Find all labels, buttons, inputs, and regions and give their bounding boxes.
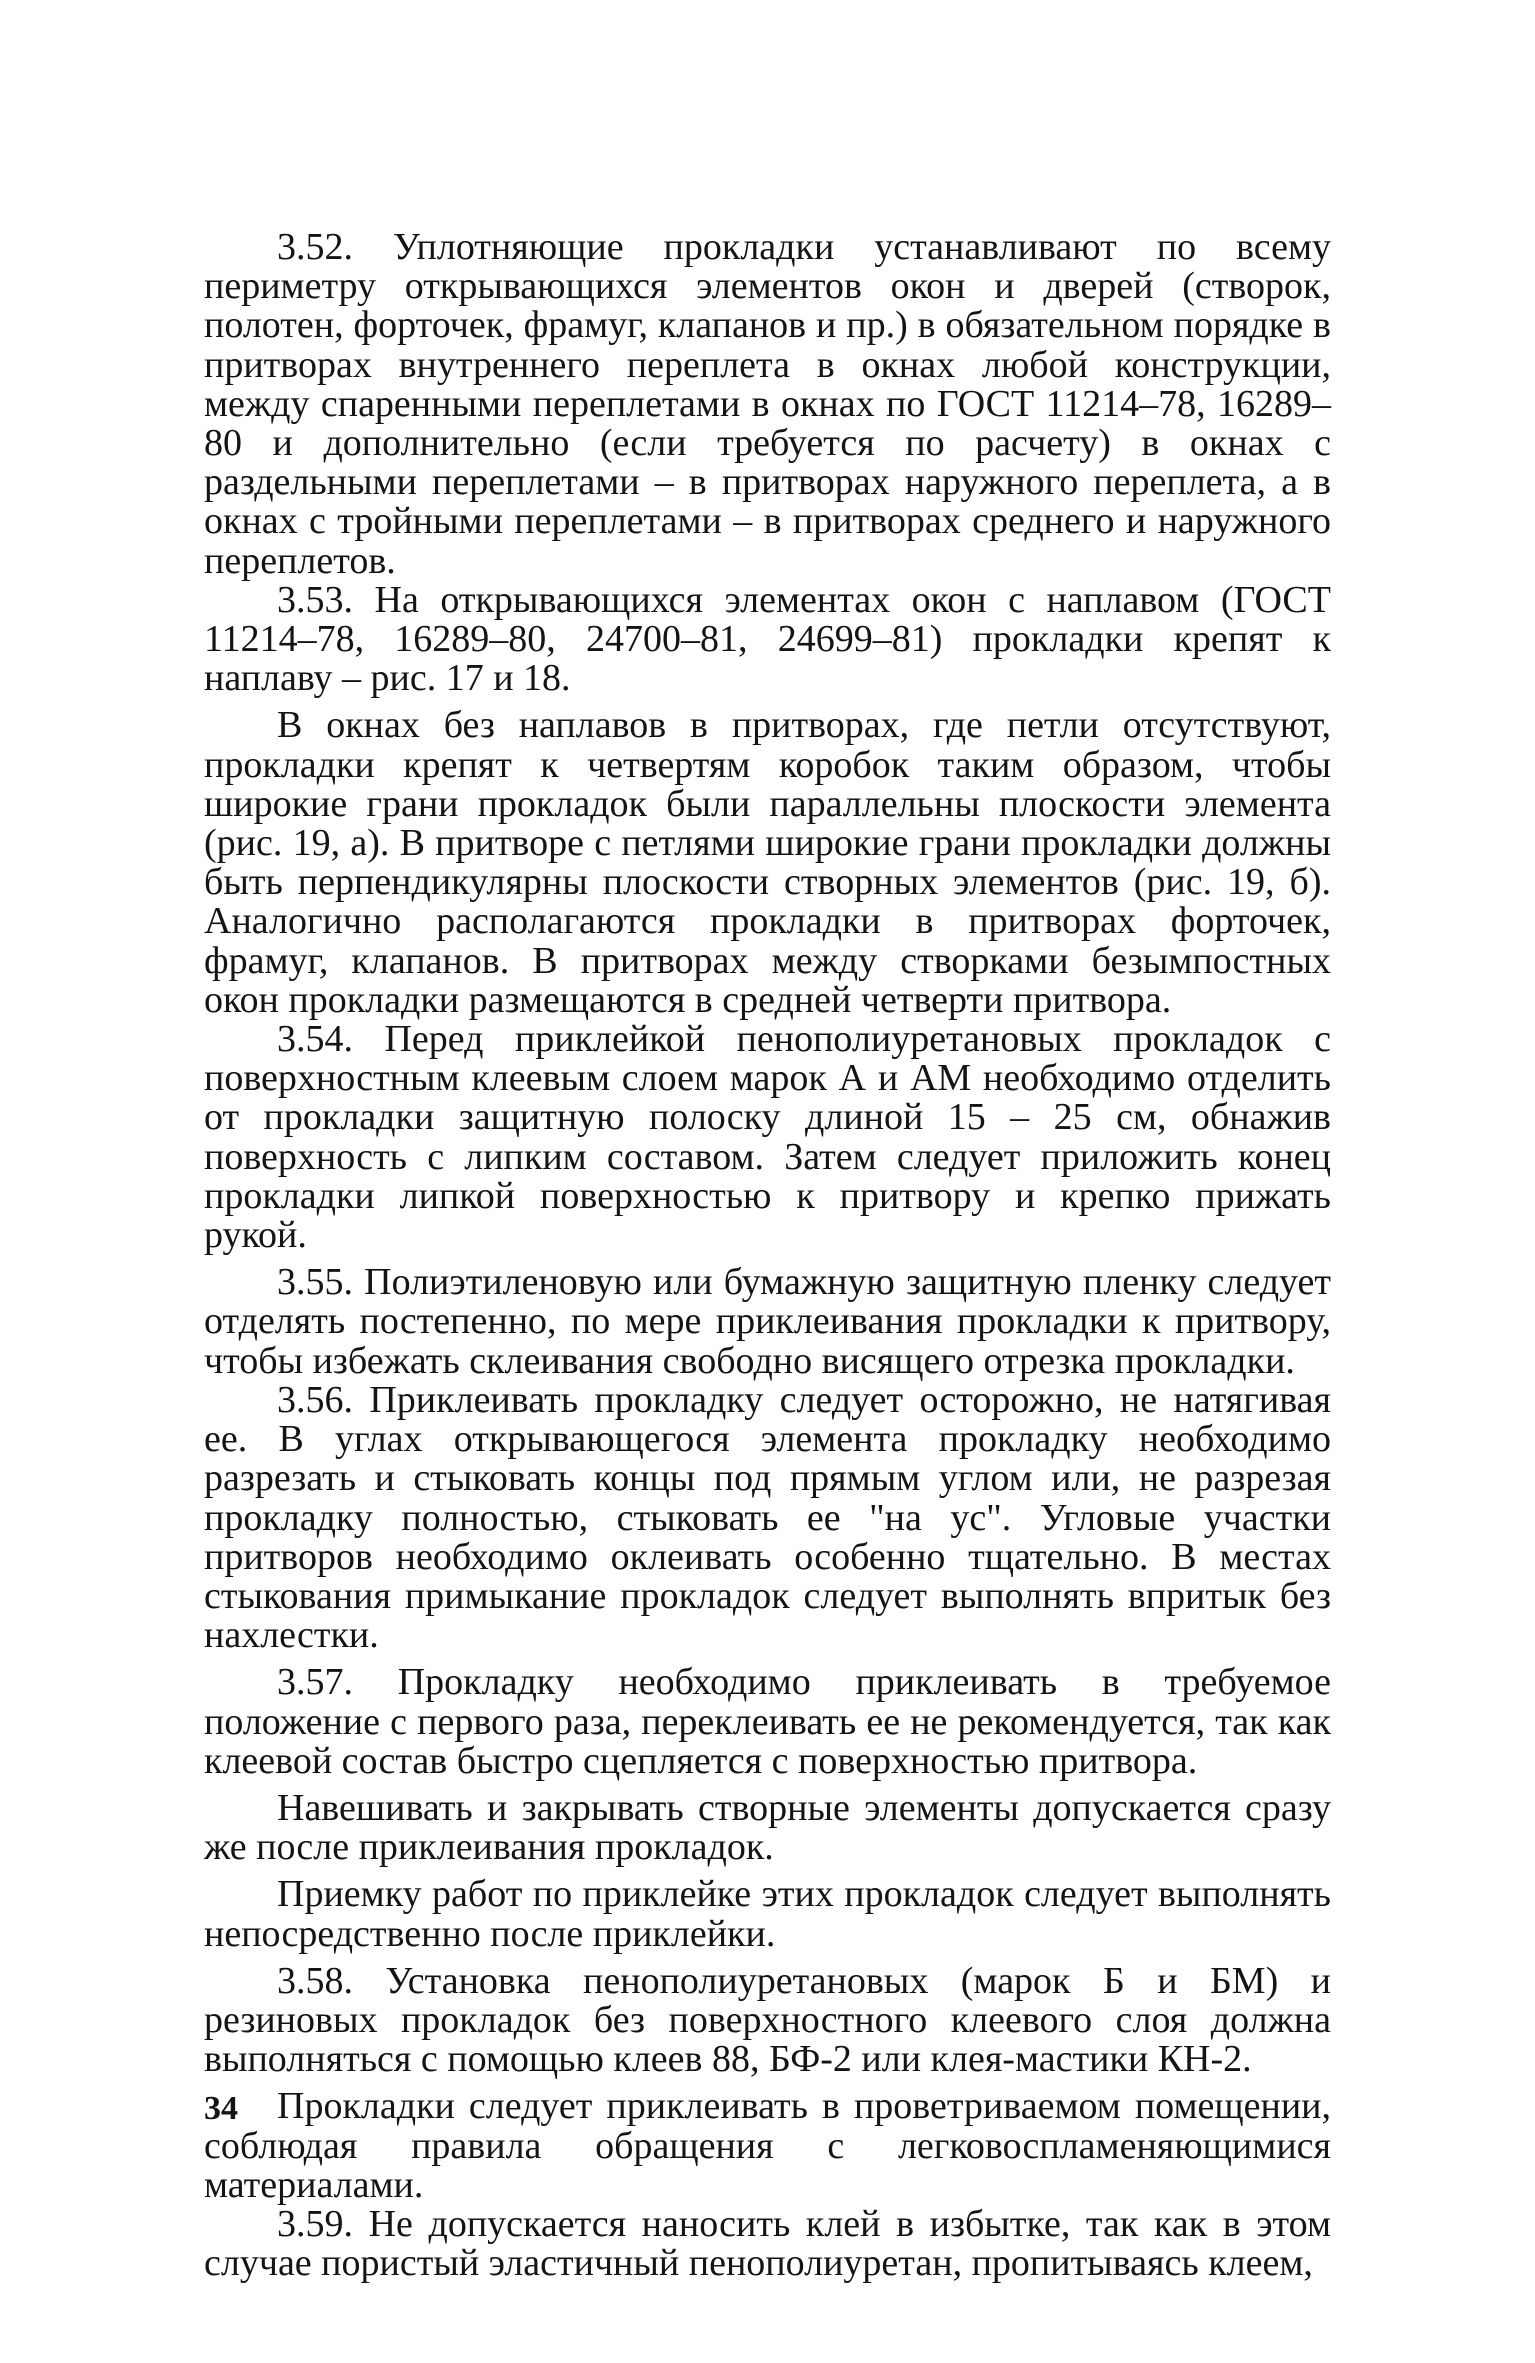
paragraph-3-53: 3.53. На открывающихся элементах окон с наплавом (ГОСТ 11214–78, 16289–80, 24700–81, 24699–81) прокладки крепят к наплаву – рис. 17 и 18. bbox=[204, 578, 1331, 700]
paragraph-3-58: 3.58. Установка пенополиуретановых (марок Б и БМ) и резиновых прокладок без поверхностного клеевого слоя должна выполняться с помощью клеев 88, БФ-2 или клея-мастики КН-2. bbox=[204, 1959, 1331, 2081]
paragraph-windows-without-overlap: В окнах без наплавов в притворах, где петли отсутствуют, прокладки крепят к четвертям коробок таким образом, чтобы широкие грани прокладок были параллельны плоскости элемента (рис. 19, а). В притворе с петлями широкие грани прокладки должны быть перпендикулярны плоскости створных элементов (рис. 19, б). Аналогично располагаются прокладки в притворах форточек, фрамуг, клапанов. В притворах между створками безымпостных окон прокладки размещаются в средней четверти притвора. bbox=[204, 704, 1331, 1021]
paragraph-3-54: 3.54. Перед приклейкой пенополиуретановых прокладок с поверхностным клеевым слоем марок А и АМ необходимо отделить от прокладки защитную полоску длиной 15 – 25 см, обнажив поверхность с липким составом. Затем следует приложить конец прокладки липкой поверхностью к притвору и крепко прижать рукой. bbox=[204, 1018, 1331, 1257]
document-body bbox=[204, 228, 1331, 2283]
paragraph-3-56: 3.56. Приклеивать прокладку следует осторожно, не натягивая ее. В углах открывающегося элемента прокладку необходимо разрезать и стыковать концы под прямым углом или, не разрезая прокладку полностью, стыковать ее "на ус". Угловые участки притворов необходимо оклеивать особенно тщательно. В местах стыкования примыкание прокладок следует выполнять впритык без нахлестки. bbox=[204, 1378, 1331, 1657]
paragraph-3-52: 3.52. Уплотняющие прокладки устанавливают по всему периметру открывающихся элементов окон и дверей (створок, полотен, форточек, фрамуг, клапанов и пр.) в обязательном порядке в притворах внутреннего переплета в окнах любой конструкции, между спаренными переплетами в окнах по ГОСТ 11214–78, 16289–80 и дополнительно (если требуется по расчету) в окнах с раздельными переплетами – в притворах наружного переплета, а в окнах с тройными переплетами – в притворах среднего и наружного переплетов. bbox=[204, 226, 1331, 582]
paragraph-acceptance: Приемку работ по приклейке этих прокладок следует выполнять непосредственно после приклейки. bbox=[204, 1873, 1331, 1955]
page-number: 34 bbox=[204, 2090, 238, 2127]
paragraph-3-59: 3.59. Не допускается наносить клей в избытке, так как в этом случае пористый эластичный пенополиуретан, пропитываясь клеем, bbox=[204, 2202, 1331, 2285]
paragraph-ventilated-room: Прокладки следует приклеивать в проветриваемом помещении, соблюдая правила обращения с легковоспламеняющимися материалами. bbox=[204, 2085, 1331, 2206]
paragraph-3-57: 3.57. Прокладку необходимо приклеивать в требуемое положение с первого раза, переклеивать ее не рекомендуется, так как клеевой состав быстро сцепляется с поверхностью притвора. bbox=[204, 1661, 1331, 1782]
paragraph-hanging-elements: Навешивать и закрывать створные элементы допускается сразу же после приклеивания прокладок. bbox=[204, 1786, 1331, 1869]
paragraph-3-55: 3.55. Полиэтиленовую или бумажную защитную пленку следует отделять постепенно, по мере приклеивания прокладки к притвору, чтобы избежать склеивания свободно висящего отрезка прокладки. bbox=[204, 1261, 1331, 1382]
